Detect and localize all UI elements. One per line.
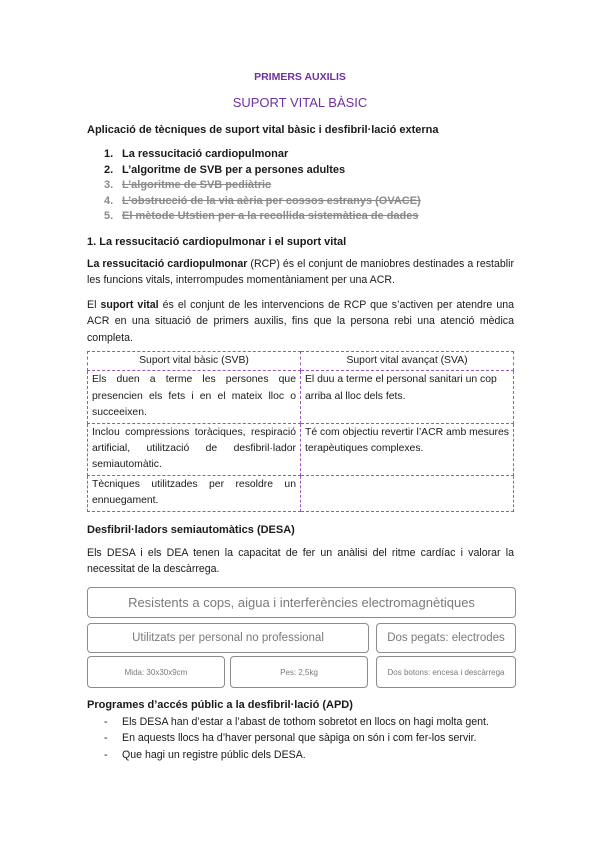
table-cell: Inclou compressions toràciques, respiració artificial, utilització de desfibril·lador semiautomàtic. — [88, 423, 301, 475]
apd-heading: Programes d’accés públic a la desfibril·lació (APD) — [87, 699, 353, 711]
section1-heading: 1. La ressucitació cardiopulmonar i el suport vital — [87, 236, 347, 248]
table-row — [88, 371, 514, 423]
intro-heading: Aplicació de tècniques de suport vital bàsic i desfibril·lació externa — [87, 124, 439, 136]
table-header-sva: Suport vital avançat (SVA) — [301, 352, 514, 371]
desa-paragraph: Els DESA i els DEA tenen la capacitat de fer un anàlisi del ritme cardíac i valorar la necessitat de la descàrrega. — [87, 547, 514, 576]
table-cell: Té com objectiu revertir l’ACR amb mesures terapèutiques complexes. — [301, 423, 514, 475]
table-header-svb: Suport vital bàsic (SVB) — [88, 352, 301, 371]
feature-box-weight: Pes: 2,5kg — [230, 656, 368, 688]
document-subtitle: SUPORT VITAL BÀSIC — [232, 95, 368, 110]
toc-item-struck: 3. L’algoritme de SVB pediàtric — [104, 179, 272, 192]
feature-box-buttons: Dos botons: encesa i descàrrega — [376, 656, 516, 688]
table-row — [88, 475, 514, 511]
list-item: - En aquests llocs ha d’haver personal que sàpiga on són i com fer-los servir. — [104, 732, 477, 745]
desa-heading: Desfibril·ladors semiautomàtics (DESA) — [87, 524, 295, 536]
feature-box-pads: Dos pegats: electrodes — [376, 623, 516, 653]
feature-box-personnel: Utilitzats per personal no professional — [87, 623, 369, 653]
list-item: - Els DESA han d’estar a l’abast de tothom sobretot en llocs on hagi molta gent. — [104, 716, 489, 728]
rcp-paragraph: La ressucitació cardiopulmonar (RCP) és el conjunt de maniobres destinades a restablir les funcions vitals, interrompudes momentàniament per una ACR. — [87, 258, 514, 287]
suport-vital-paragraph: El suport vital és el conjunt de les intervencions de RCP que s’activen per atendre una ACR en una situació de primers auxilis, fins que la persona rebi una atenció mèdica completa. — [87, 299, 514, 344]
toc-item: 2. L’algoritme de SVB per a persones adultes — [104, 163, 346, 176]
table-row — [88, 423, 514, 475]
table-cell: El duu a terme el personal sanitari un cop arriba al lloc dels fets. — [301, 371, 514, 423]
apd-list — [104, 714, 489, 763]
toc-item-struck: 5. El mètode Utstien per a la recollida sistemàtica de dades — [104, 210, 419, 223]
table-cell — [301, 475, 514, 511]
toc-item-struck: 4. L’obstrucció de la via aèria per cossos estranys (OVACE) — [104, 194, 421, 207]
svb-sva-table — [87, 351, 514, 512]
feature-box-size: Mida: 30x30x9cm — [87, 656, 225, 688]
toc-item: 1. La ressucitació cardiopulmonar — [104, 148, 289, 160]
table-of-contents — [104, 147, 421, 225]
table-cell: Tècniques utilitzades per resoldre un ennuegament. — [88, 475, 301, 511]
table-cell: Els duen a terme les persones que presencien els fets i en el mateix lloc o succeeixen. — [88, 371, 301, 423]
document-title: PRIMERS AUXILIS — [254, 71, 346, 83]
feature-box-resistance: Resistents a cops, aigua i interferències electromagnètiques — [87, 587, 516, 618]
list-item: - Que hagi un registre públic dels DESA. — [104, 748, 306, 761]
